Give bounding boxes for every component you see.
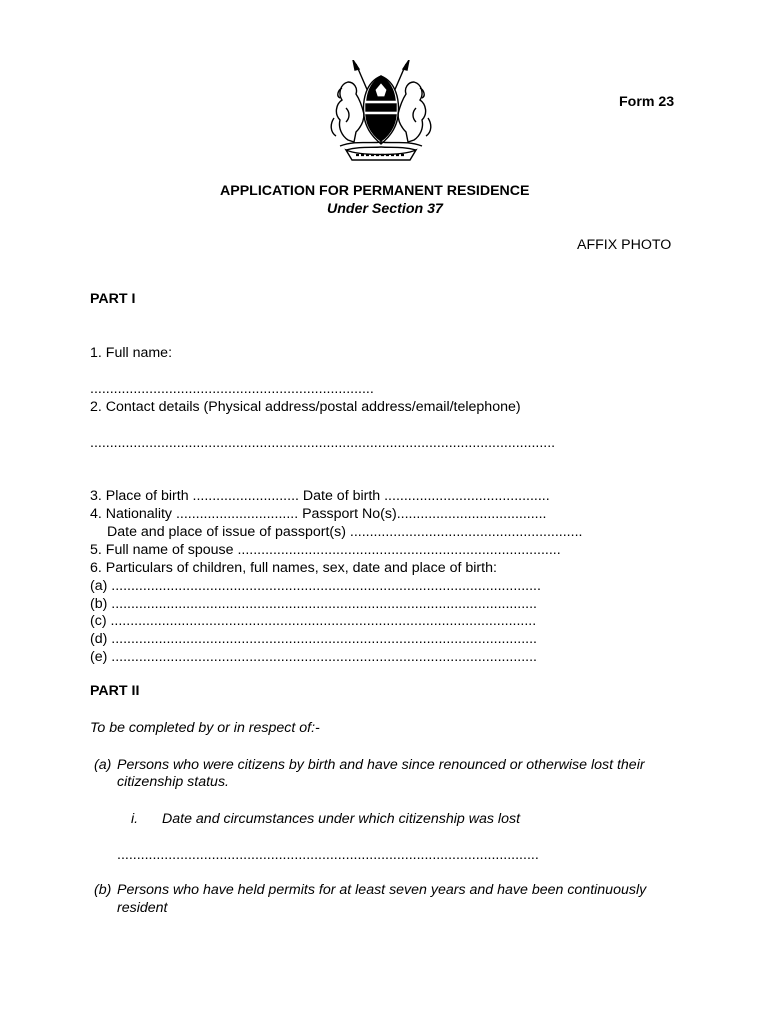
child-row-b[interactable]: (b) ............................................................................................................ <box>90 596 537 612</box>
part2-heading: PART II <box>90 683 140 699</box>
place-date-of-birth-row[interactable]: 3. Place of birth ........................... Date of birth .......................................... <box>90 488 550 504</box>
form-number: Form 23 <box>619 94 675 110</box>
subitem-i-marker: i. <box>131 811 139 827</box>
coat-of-arms-icon <box>326 60 436 162</box>
item-b-text-line2: resident <box>117 900 168 916</box>
subitem-i-text: Date and circumstances under which citizenship was lost <box>162 811 521 827</box>
contact-details-line[interactable]: ...................................................................................................................... <box>90 435 556 451</box>
children-particulars-label: 6. Particulars of children, full names, sex, date and place of birth: <box>90 560 497 576</box>
citizenship-lost-line[interactable]: ........................................................................................................... <box>117 847 539 863</box>
form-subtitle: Under Section 37 <box>327 201 443 217</box>
child-row-a[interactable]: (a) ............................................................................................................. <box>90 578 541 594</box>
item-a-text-line1: Persons who were citizens by birth and have since renounced or otherwise lost their <box>117 757 645 773</box>
full-name-line[interactable]: ........................................................................ <box>90 381 374 397</box>
contact-details-label: 2. Contact details (Physical address/postal address/email/telephone) <box>90 399 521 415</box>
item-b-text-line1: Persons who have held permits for at least seven years and have been continuously <box>117 882 647 898</box>
full-name-label: 1. Full name: <box>90 345 173 361</box>
item-a-text-line2: citizenship status. <box>117 774 229 790</box>
child-row-d[interactable]: (d) ............................................................................................................ <box>90 631 537 647</box>
part1-heading: PART I <box>90 291 136 307</box>
affix-photo-label: AFFIX PHOTO <box>577 237 672 253</box>
form-title: APPLICATION FOR PERMANENT RESIDENCE <box>220 183 530 199</box>
part2-intro: To be completed by or in respect of:- <box>90 720 320 736</box>
child-row-e[interactable]: (e) ............................................................................................................ <box>90 649 537 665</box>
item-a-marker: (a) <box>94 757 112 773</box>
nationality-passport-row[interactable]: 4. Nationality ............................... Passport No(s)...................................... <box>90 506 547 522</box>
spouse-name-row[interactable]: 5. Full name of spouse .................................................................................. <box>90 542 561 558</box>
child-row-c[interactable]: (c) ............................................................................................................ <box>90 613 537 629</box>
passport-issue-row[interactable]: Date and place of issue of passport(s) ........................................................... <box>107 524 583 540</box>
item-b-marker: (b) <box>94 882 112 898</box>
